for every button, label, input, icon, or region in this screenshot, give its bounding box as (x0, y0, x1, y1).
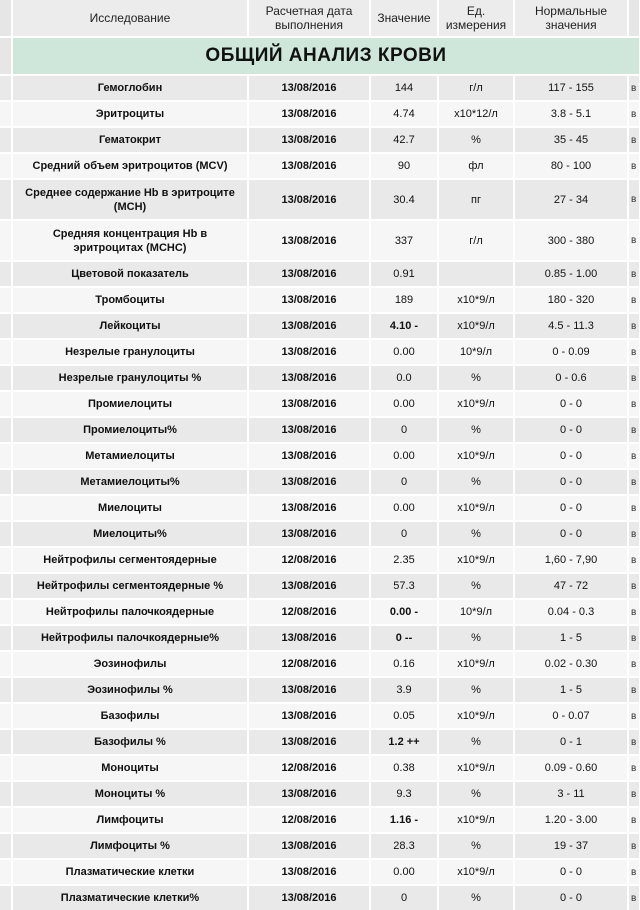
right-edge-mark: в (628, 287, 640, 313)
right-edge-mark: в (628, 469, 640, 495)
test-name: Незрелые гранулоциты % (12, 365, 248, 391)
table-row (0, 313, 640, 339)
reference-range: 0 - 0.07 (514, 703, 628, 729)
test-unit: x10*9/л (438, 313, 514, 339)
right-edge-mark: в (628, 859, 640, 885)
right-edge-mark: в (628, 261, 640, 287)
left-edge-cell (0, 703, 12, 729)
reference-range: 0 - 1 (514, 729, 628, 755)
reference-range: 0.02 - 0.30 (514, 651, 628, 677)
right-edge-mark: в (628, 703, 640, 729)
table-row (0, 807, 640, 833)
test-value: 9.3 (370, 781, 438, 807)
test-name: Плазматические клетки% (12, 885, 248, 910)
test-date: 12/08/2016 (248, 807, 370, 833)
reference-range: 117 - 155 (514, 75, 628, 101)
test-value: 0.91 (370, 261, 438, 287)
left-edge-cell (0, 179, 12, 220)
test-value: 0 -- (370, 625, 438, 651)
reference-range: 0 - 0 (514, 495, 628, 521)
test-unit: x10*9/л (438, 755, 514, 781)
test-name: Нейтрофилы сегментоядерные (12, 547, 248, 573)
left-edge-cell (0, 339, 12, 365)
table-row (0, 573, 640, 599)
test-value: 30.4 (370, 179, 438, 220)
test-unit: % (438, 885, 514, 910)
reference-range: 0 - 0 (514, 391, 628, 417)
table-row (0, 101, 640, 127)
test-value: 0.00 - (370, 599, 438, 625)
right-edge-mark: в (628, 365, 640, 391)
right-edge-mark: в (628, 651, 640, 677)
table-row (0, 833, 640, 859)
test-name: Миелоциты (12, 495, 248, 521)
test-name: Нейтрофилы палочкоядерные (12, 599, 248, 625)
table-row (0, 651, 640, 677)
table-row (0, 755, 640, 781)
test-unit: % (438, 677, 514, 703)
test-date: 13/08/2016 (248, 365, 370, 391)
reference-range: 0 - 0.09 (514, 339, 628, 365)
table-header-row (0, 0, 640, 37)
table-row (0, 495, 640, 521)
table-row (0, 677, 640, 703)
left-edge-cell (0, 469, 12, 495)
table-row (0, 153, 640, 179)
table-row (0, 443, 640, 469)
test-date: 13/08/2016 (248, 521, 370, 547)
test-value: 0.00 (370, 443, 438, 469)
test-name: Гемоглобин (12, 75, 248, 101)
right-edge-mark: в (628, 339, 640, 365)
test-unit: % (438, 781, 514, 807)
test-date: 13/08/2016 (248, 573, 370, 599)
test-value: 0 (370, 417, 438, 443)
test-unit: % (438, 573, 514, 599)
test-name: Базофилы % (12, 729, 248, 755)
left-edge-cell (0, 807, 12, 833)
reference-range: 0 - 0 (514, 859, 628, 885)
right-edge-mark: в (628, 755, 640, 781)
left-edge-cell (0, 287, 12, 313)
right-edge-mark: в (628, 729, 640, 755)
test-name: Базофилы (12, 703, 248, 729)
reference-range: 180 - 320 (514, 287, 628, 313)
test-value: 0.0 (370, 365, 438, 391)
left-edge-cell (0, 391, 12, 417)
test-unit: x10*9/л (438, 391, 514, 417)
test-date: 13/08/2016 (248, 833, 370, 859)
test-date: 13/08/2016 (248, 495, 370, 521)
test-date: 13/08/2016 (248, 220, 370, 261)
test-value: 90 (370, 153, 438, 179)
right-edge-mark: в (628, 127, 640, 153)
test-date: 13/08/2016 (248, 443, 370, 469)
right-edge-mark: в (628, 443, 640, 469)
reference-range: 1,60 - 7,90 (514, 547, 628, 573)
left-edge-cell (0, 781, 12, 807)
header-date: Расчетная дата выполнения (248, 0, 370, 37)
left-edge-cell (0, 417, 12, 443)
test-unit: г/л (438, 75, 514, 101)
test-unit (438, 261, 514, 287)
test-date: 13/08/2016 (248, 703, 370, 729)
test-date: 13/08/2016 (248, 859, 370, 885)
test-unit: x10*9/л (438, 443, 514, 469)
right-edge-mark: в (628, 599, 640, 625)
test-value: 1.16 - (370, 807, 438, 833)
test-value: 0.00 (370, 859, 438, 885)
test-date: 13/08/2016 (248, 179, 370, 220)
test-value: 4.74 (370, 101, 438, 127)
table-row (0, 75, 640, 101)
right-edge-mark: в (628, 391, 640, 417)
test-name: Средний объем эритроцитов (MCV) (12, 153, 248, 179)
table-row (0, 703, 640, 729)
test-unit: % (438, 417, 514, 443)
right-edge-mark: в (628, 625, 640, 651)
test-name: Тромбоциты (12, 287, 248, 313)
left-edge-cell (0, 859, 12, 885)
left-edge-cell (0, 443, 12, 469)
test-date: 13/08/2016 (248, 261, 370, 287)
table-row (0, 469, 640, 495)
test-value: 28.3 (370, 833, 438, 859)
right-edge-mark: в (628, 417, 640, 443)
test-date: 13/08/2016 (248, 153, 370, 179)
right-edge-mark: в (628, 521, 640, 547)
test-name: Лейкоциты (12, 313, 248, 339)
table-row (0, 417, 640, 443)
test-date: 13/08/2016 (248, 313, 370, 339)
test-date: 13/08/2016 (248, 75, 370, 101)
test-name: Промиелоциты% (12, 417, 248, 443)
header-unit: Ед. измерения (438, 0, 514, 37)
section-header-row (0, 37, 640, 75)
left-edge-cell (0, 729, 12, 755)
test-unit: 10*9/л (438, 339, 514, 365)
reference-range: 0 - 0 (514, 521, 628, 547)
test-unit: x10*9/л (438, 703, 514, 729)
reference-range: 4.5 - 11.3 (514, 313, 628, 339)
test-name: Нейтрофилы сегментоядерные % (12, 573, 248, 599)
test-name: Эритроциты (12, 101, 248, 127)
test-unit: % (438, 833, 514, 859)
table-row (0, 599, 640, 625)
test-name: Среднее содержание Hb в эритроците (MCH) (12, 179, 248, 220)
reference-range: 3.8 - 5.1 (514, 101, 628, 127)
test-date: 12/08/2016 (248, 599, 370, 625)
test-name: Цветовой показатель (12, 261, 248, 287)
right-edge-mark: в (628, 75, 640, 101)
test-unit: x10*9/л (438, 807, 514, 833)
header-study: Исследование (12, 0, 248, 37)
reference-range: 1 - 5 (514, 677, 628, 703)
test-name: Лимфоциты % (12, 833, 248, 859)
test-name: Моноциты (12, 755, 248, 781)
test-date: 12/08/2016 (248, 755, 370, 781)
test-name: Эозинофилы (12, 651, 248, 677)
table-row (0, 547, 640, 573)
right-edge-mark: в (628, 573, 640, 599)
test-name: Миелоциты% (12, 521, 248, 547)
test-date: 13/08/2016 (248, 127, 370, 153)
test-name: Незрелые гранулоциты (12, 339, 248, 365)
reference-range: 1 - 5 (514, 625, 628, 651)
test-date: 13/08/2016 (248, 677, 370, 703)
left-edge-cell (0, 677, 12, 703)
left-edge-cell (0, 37, 12, 75)
test-date: 13/08/2016 (248, 391, 370, 417)
table-row (0, 127, 640, 153)
test-unit: x10*9/л (438, 859, 514, 885)
right-edge-mark: в (628, 807, 640, 833)
reference-range: 300 - 380 (514, 220, 628, 261)
table-row (0, 885, 640, 910)
test-date: 13/08/2016 (248, 287, 370, 313)
left-edge-cell (0, 127, 12, 153)
test-value: 189 (370, 287, 438, 313)
test-name: Промиелоциты (12, 391, 248, 417)
table-row (0, 287, 640, 313)
test-value: 0.00 (370, 391, 438, 417)
test-date: 13/08/2016 (248, 781, 370, 807)
test-value: 144 (370, 75, 438, 101)
reference-range: 0 - 0 (514, 885, 628, 910)
table-row (0, 729, 640, 755)
test-unit: фл (438, 153, 514, 179)
test-unit: x10*12/л (438, 101, 514, 127)
table-row (0, 365, 640, 391)
right-edge-mark: в (628, 101, 640, 127)
test-name: Гематокрит (12, 127, 248, 153)
test-value: 2.35 (370, 547, 438, 573)
test-name: Метамиелоциты (12, 443, 248, 469)
reference-range: 0 - 0 (514, 443, 628, 469)
test-name: Плазматические клетки (12, 859, 248, 885)
left-edge-cell (0, 261, 12, 287)
test-value: 0 (370, 521, 438, 547)
reference-range: 35 - 45 (514, 127, 628, 153)
test-value: 42.7 (370, 127, 438, 153)
test-unit: % (438, 729, 514, 755)
left-edge-cell (0, 833, 12, 859)
right-edge-mark: в (628, 179, 640, 220)
test-value: 0 (370, 885, 438, 910)
test-name: Метамиелоциты% (12, 469, 248, 495)
reference-range: 0.09 - 0.60 (514, 755, 628, 781)
left-edge-cell (0, 495, 12, 521)
left-edge-cell (0, 885, 12, 910)
test-value: 0.16 (370, 651, 438, 677)
test-date: 12/08/2016 (248, 651, 370, 677)
left-edge-cell (0, 599, 12, 625)
left-edge-cell (0, 755, 12, 781)
table-row (0, 339, 640, 365)
left-edge-cell (0, 547, 12, 573)
reference-range: 27 - 34 (514, 179, 628, 220)
right-edge-mark: в (628, 313, 640, 339)
header-reference: Нормальные значения (514, 0, 628, 37)
table-row (0, 261, 640, 287)
table-row (0, 521, 640, 547)
left-edge-cell (0, 220, 12, 261)
test-name: Моноциты % (12, 781, 248, 807)
test-unit: x10*9/л (438, 287, 514, 313)
right-edge-mark: в (628, 885, 640, 910)
right-edge-mark: в (628, 781, 640, 807)
table-row (0, 781, 640, 807)
test-value: 4.10 - (370, 313, 438, 339)
section-title: ОБЩИЙ АНАЛИЗ КРОВИ (12, 37, 640, 75)
reference-range: 80 - 100 (514, 153, 628, 179)
left-edge-cell (0, 313, 12, 339)
right-edge-mark: в (628, 220, 640, 261)
test-date: 12/08/2016 (248, 547, 370, 573)
test-unit: % (438, 469, 514, 495)
test-date: 13/08/2016 (248, 339, 370, 365)
reference-range: 47 - 72 (514, 573, 628, 599)
test-value: 1.2 ++ (370, 729, 438, 755)
right-edge-mark: в (628, 547, 640, 573)
left-edge-cell (0, 365, 12, 391)
left-edge-cell (0, 153, 12, 179)
reference-range: 19 - 37 (514, 833, 628, 859)
table-row (0, 859, 640, 885)
right-edge-mark: в (628, 495, 640, 521)
test-name: Средняя концентрация Hb в эритроцитах (MCHC) (12, 220, 248, 261)
reference-range: 0 - 0.6 (514, 365, 628, 391)
table-row (0, 625, 640, 651)
left-edge-cell (0, 75, 12, 101)
test-unit: 10*9/л (438, 599, 514, 625)
test-value: 3.9 (370, 677, 438, 703)
test-name: Нейтрофилы палочкоядерные% (12, 625, 248, 651)
test-unit: % (438, 625, 514, 651)
reference-range: 0.04 - 0.3 (514, 599, 628, 625)
test-date: 13/08/2016 (248, 885, 370, 910)
test-unit: x10*9/л (438, 651, 514, 677)
test-unit: г/л (438, 220, 514, 261)
test-unit: % (438, 521, 514, 547)
table-row (0, 179, 640, 220)
right-edge-cell (628, 0, 640, 37)
test-unit: % (438, 365, 514, 391)
right-edge-mark: в (628, 833, 640, 859)
reference-range: 0 - 0 (514, 417, 628, 443)
test-value: 0.05 (370, 703, 438, 729)
reference-range: 0.85 - 1.00 (514, 261, 628, 287)
left-edge-cell (0, 651, 12, 677)
header-value: Значение (370, 0, 438, 37)
test-value: 337 (370, 220, 438, 261)
test-value: 57.3 (370, 573, 438, 599)
test-date: 13/08/2016 (248, 469, 370, 495)
reference-range: 0 - 0 (514, 469, 628, 495)
test-unit: пг (438, 179, 514, 220)
left-edge-cell (0, 573, 12, 599)
table-row (0, 391, 640, 417)
test-unit: x10*9/л (438, 495, 514, 521)
left-edge-cell (0, 625, 12, 651)
left-edge-cell (0, 0, 12, 37)
test-date: 13/08/2016 (248, 101, 370, 127)
right-edge-mark: в (628, 153, 640, 179)
test-unit: x10*9/л (438, 547, 514, 573)
reference-range: 3 - 11 (514, 781, 628, 807)
right-edge-mark: в (628, 677, 640, 703)
test-value: 0.00 (370, 339, 438, 365)
test-name: Лимфоциты (12, 807, 248, 833)
left-edge-cell (0, 521, 12, 547)
reference-range: 1.20 - 3.00 (514, 807, 628, 833)
table-row (0, 220, 640, 261)
test-unit: % (438, 127, 514, 153)
test-value: 0.00 (370, 495, 438, 521)
left-edge-cell (0, 101, 12, 127)
test-date: 13/08/2016 (248, 729, 370, 755)
test-name: Эозинофилы % (12, 677, 248, 703)
test-value: 0 (370, 469, 438, 495)
test-date: 13/08/2016 (248, 417, 370, 443)
test-value: 0.38 (370, 755, 438, 781)
test-date: 13/08/2016 (248, 625, 370, 651)
